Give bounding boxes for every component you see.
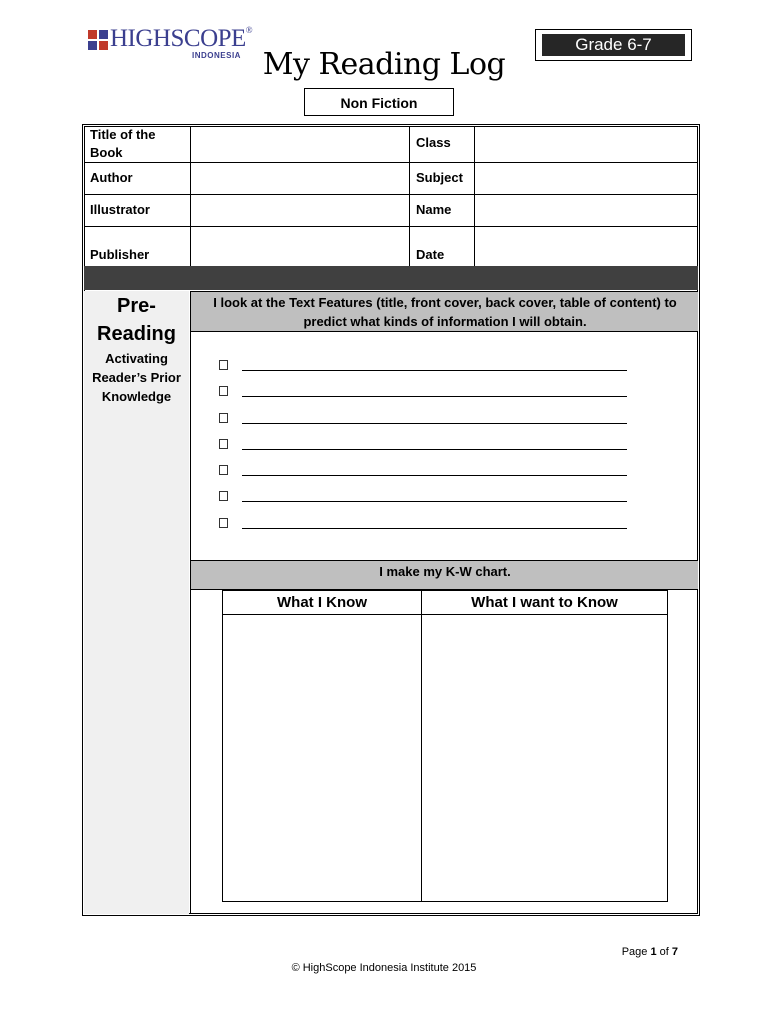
checklist-item[interactable]: [219, 385, 629, 399]
date-field[interactable]: [475, 227, 698, 266]
author-field[interactable]: [191, 163, 409, 194]
checkbox[interactable]: [219, 439, 228, 449]
kw-chart: [222, 590, 668, 902]
answer-line: [242, 501, 627, 502]
checkbox[interactable]: [219, 360, 228, 370]
section-subheading: Activating Reader’s Prior Knowledge: [92, 351, 181, 404]
checkbox[interactable]: [219, 386, 228, 396]
subject-field[interactable]: [475, 163, 698, 194]
kw-header-want: What I want to Know: [471, 594, 618, 611]
grade-label: Grade 6-7: [542, 34, 685, 56]
checklist-item[interactable]: [219, 517, 629, 531]
answer-line: [242, 423, 627, 424]
class-field[interactable]: [475, 126, 698, 162]
answer-line: [242, 370, 627, 371]
divider: [190, 291, 191, 914]
checklist-item[interactable]: [219, 438, 629, 452]
label-name: Name: [416, 202, 452, 217]
checkbox[interactable]: [219, 465, 228, 475]
section-heading: Pre- Reading: [97, 295, 176, 345]
kw-chart-prompt: I make my K-W chart.: [379, 564, 511, 579]
checklist-item[interactable]: [219, 464, 629, 478]
illustrator-field[interactable]: [191, 195, 409, 226]
label-date: Date: [416, 247, 445, 262]
answer-line: [242, 528, 627, 529]
answer-line: [242, 396, 627, 397]
copyright: © HighScope Indonesia Institute 2015: [291, 962, 477, 974]
checklist-item[interactable]: [219, 412, 629, 426]
what-i-want-to-know-area[interactable]: [422, 615, 667, 901]
label-publisher: Publisher: [90, 247, 150, 262]
text-features-prompt: I look at the Text Features (title, front cover, back cover, table of content) to predict what kinds of information I will obtain.: [213, 295, 677, 329]
logo-text: HIGHSCOPE®: [110, 25, 253, 52]
checkbox[interactable]: [219, 518, 228, 528]
label-author: Author: [90, 170, 133, 185]
answer-line: [242, 449, 627, 450]
label-title-of-book: Title of the Book: [90, 127, 156, 160]
checklist-item[interactable]: [219, 490, 629, 504]
what-i-know-area[interactable]: [223, 615, 421, 901]
label-illustrator: Illustrator: [90, 202, 150, 217]
divider: [409, 126, 410, 266]
name-field[interactable]: [475, 195, 698, 226]
answer-line: [242, 475, 627, 476]
genre-label: Non Fiction: [304, 88, 454, 116]
label-subject: Subject: [416, 170, 463, 185]
checkbox[interactable]: [219, 413, 228, 423]
checkbox[interactable]: [219, 491, 228, 501]
publisher-field[interactable]: [191, 227, 409, 266]
kw-header-know: What I Know: [277, 594, 367, 611]
logo-subtext: INDONESIA: [192, 51, 241, 60]
section-separator: [84, 266, 698, 290]
page-number: Page 1 of 7: [621, 946, 678, 958]
title-of-book-field[interactable]: [191, 126, 409, 162]
page-title: My Reading Log: [262, 47, 506, 82]
label-class: Class: [416, 135, 451, 150]
checklist-item[interactable]: [219, 359, 629, 373]
